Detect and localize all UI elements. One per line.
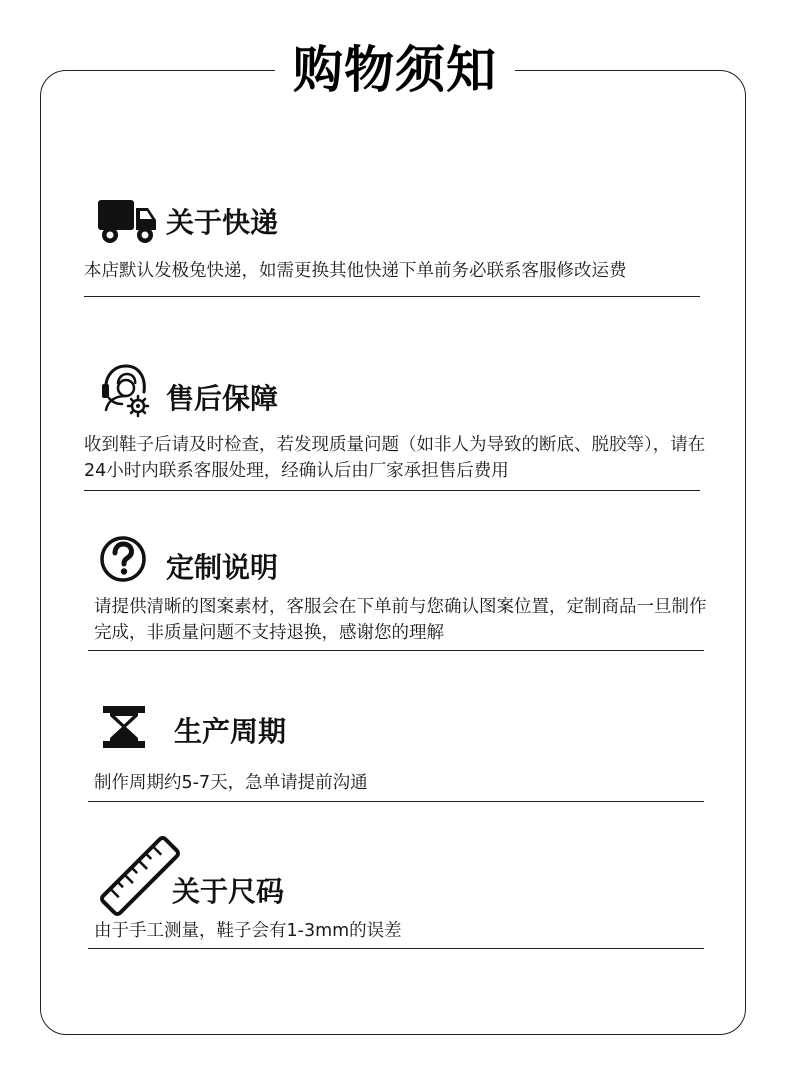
hourglass-icon: [102, 705, 146, 749]
section-express-title: 关于快递: [166, 206, 279, 239]
section-custom-title: 定制说明: [166, 551, 279, 584]
section-size-divider: [88, 948, 704, 949]
section-after-sales-header: [98, 362, 278, 420]
section-production-body: 制作周期约5-7天，急单请提前沟通: [94, 773, 368, 793]
section-express-divider: [84, 296, 700, 297]
title-wrap: [0, 38, 790, 102]
ruler-icon: [100, 836, 182, 916]
section-production-header: [102, 704, 286, 750]
section-custom-divider: [88, 650, 704, 651]
section-size-header: [100, 836, 284, 916]
section-custom-header: [98, 532, 278, 586]
section-production-title: 生产周期: [174, 715, 287, 748]
section-size-body: 由于手工测量，鞋子会有1-3mm的误差: [94, 921, 402, 941]
page-title: 购物须知: [275, 38, 515, 102]
section-production-divider: [88, 801, 704, 802]
customer-service-gear-icon: [98, 362, 154, 420]
section-express-header: [96, 196, 278, 246]
section-after-sales-body: 收到鞋子后请及时检查，若发现质量问题（如非人为导致的断底、脱胶等），请在 24小时内联系客服处理，经确认后由厂家承担售后费用: [84, 435, 706, 481]
truck-icon: [96, 196, 158, 246]
section-express-body: 本店默认发极兔快递，如需更换其他快递下单前务必联系客服修改运费: [84, 261, 627, 281]
section-size-title: 关于尺码: [172, 875, 285, 908]
section-after-sales-title: 售后保障: [166, 382, 279, 415]
section-custom-body: 请提供清晰的图案素材，客服会在下单前与您确认图案位置，定制商品一旦制作完成，非质量问题不支持退换，感谢您的理解: [94, 597, 707, 643]
question-mark-icon: [98, 534, 148, 584]
section-after-sales-divider: [84, 490, 700, 491]
